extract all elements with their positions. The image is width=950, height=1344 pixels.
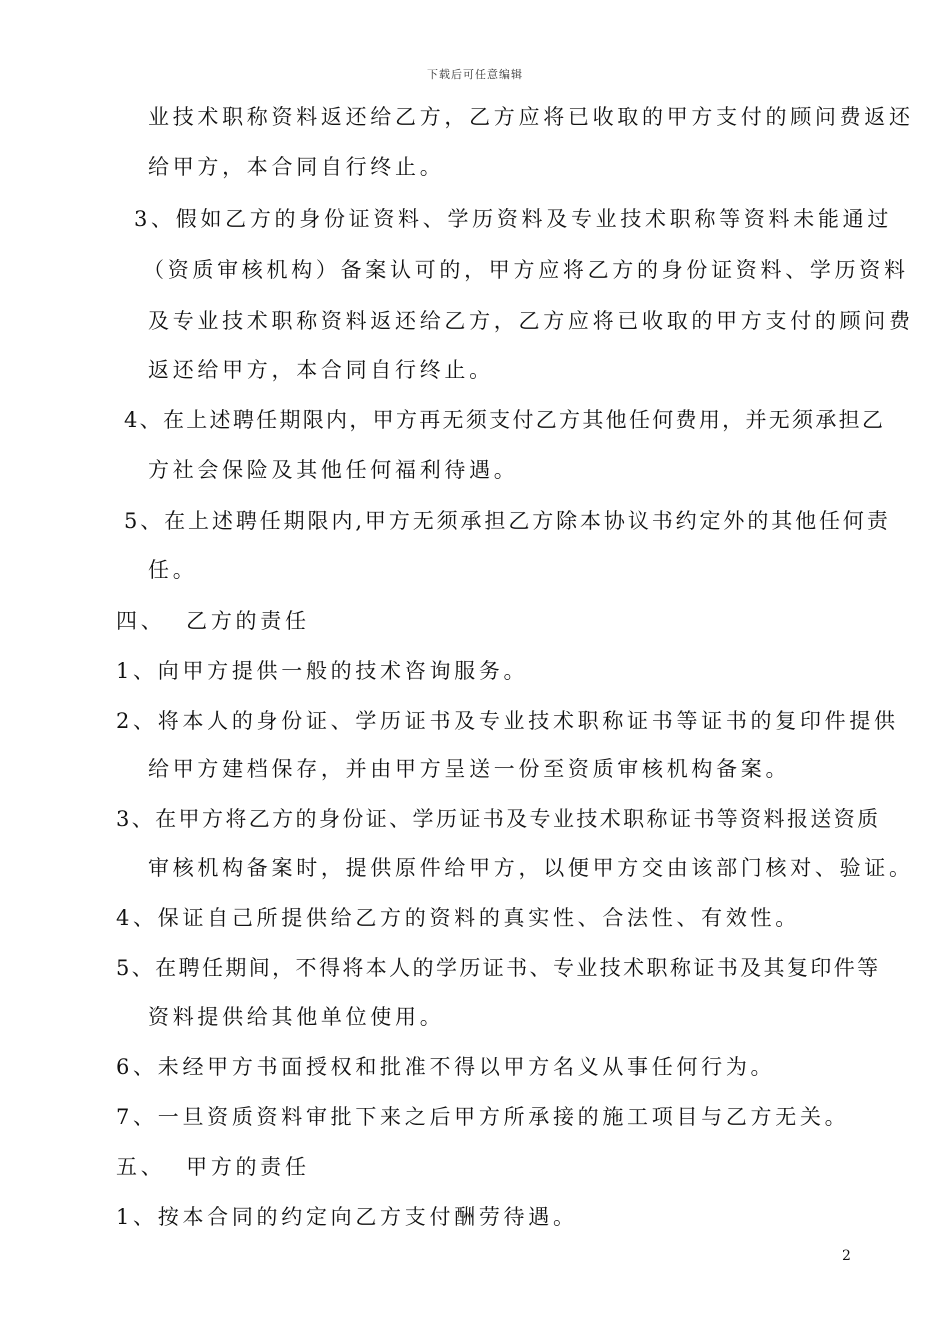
page-header: 下载后可任意编辑 [427,68,523,81]
text-line: 7、一旦资质资料审批下来之后甲方所承接的施工项目与乙方无关。 [116,1105,850,1129]
text-line: 5、在上述聘任期限内,甲方无须承担乙方除本协议书约定外的其他任何责 [124,509,891,533]
section-heading: 四、 乙方的责任 [116,609,310,633]
text-line: 业技术职称资料返还给乙方，乙方应将已收取的甲方支付的顾问费返还 [148,105,914,129]
text-line: 2、将本人的身份证、学历证书及专业技术职称证书等证书的复印件提供 [116,709,899,733]
text-line: 及专业技术职称资料返还给乙方，乙方应将已收取的甲方支付的顾问费 [148,309,914,333]
text-line: 3、假如乙方的身份证资料、学历资料及专业技术职称等资料未能通过 [134,207,893,231]
section-heading: 五、 甲方的责任 [116,1155,310,1179]
text-line: 审核机构备案时，提供原件给甲方，以便甲方交由该部门核对、验证。 [148,856,914,880]
text-line: 5、在聘任期间，不得将本人的学历证书、专业技术职称证书及其复印件等 [116,956,881,980]
text-line: 给甲方，本合同自行终止。 [148,155,445,179]
text-line: 任。 [148,558,198,582]
text-line: 给甲方建档保存，并由甲方呈送一份至资质审核机构备案。 [148,757,791,781]
text-line: 资料提供给其他单位使用。 [148,1005,445,1029]
text-line: 方社会保险及其他任何福利待遇。 [148,458,519,482]
text-line: 1、按本合同的约定向乙方支付酬劳待遇。 [116,1205,578,1229]
text-line: 4、保证自己所提供给乙方的资料的真实性、合法性、有效性。 [116,906,800,930]
text-line: 6、未经甲方书面授权和批准不得以甲方名义从事任何行为。 [116,1055,776,1079]
text-line: 1、向甲方提供一般的技术咨询服务。 [116,659,529,683]
page-number: 2 [842,1248,851,1264]
text-line: 返还给甲方，本合同自行终止。 [148,358,494,382]
text-line: 4、在上述聘任期限内，甲方再无须支付乙方其他任何费用，并无须承担乙 [124,408,886,432]
text-line: 3、在甲方将乙方的身份证、学历证书及专业技术职称证书等资料报送资质 [116,807,881,831]
text-line: （资质审核机构）备案认可的，甲方应将乙方的身份证资料、学历资料 [143,258,909,282]
